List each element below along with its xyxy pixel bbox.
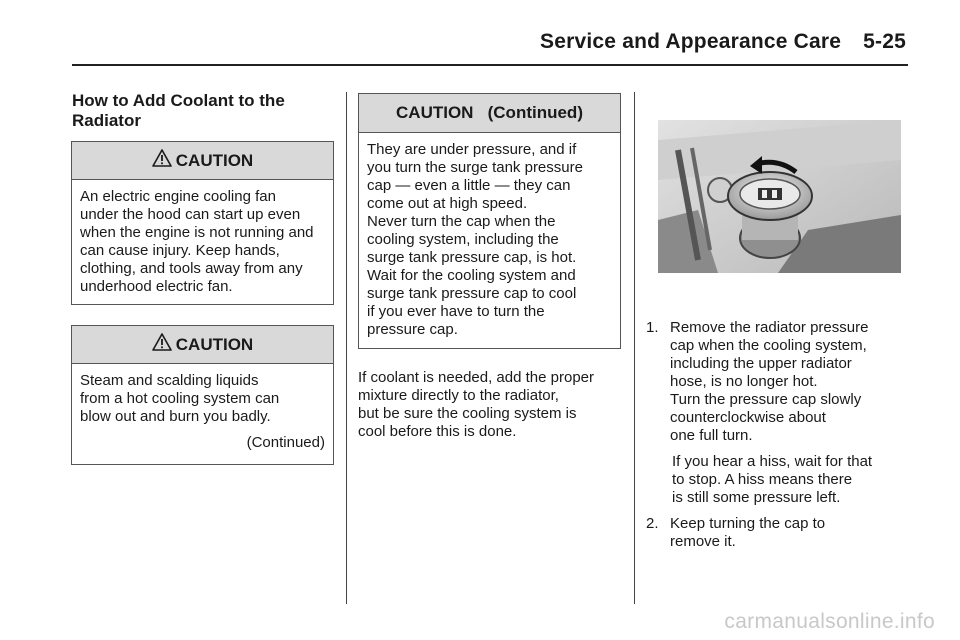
caution-body xyxy=(359,133,620,339)
header-title: Service and Appearance Care xyxy=(540,30,842,53)
paragraph-line: cool before this is done. xyxy=(358,423,517,440)
page-header xyxy=(0,30,906,54)
caution-body xyxy=(72,364,333,452)
body-paragraph xyxy=(358,369,628,441)
paragraph-line: If coolant is needed, add the proper xyxy=(358,369,595,386)
step-line: Remove the radiator pressure xyxy=(670,319,869,336)
step-line: one full turn. xyxy=(670,427,753,444)
caution-line: if you ever have to turn the xyxy=(367,303,545,320)
caution-line: cap — even a little — they can xyxy=(367,177,571,194)
step-note-line: is still some pressure left. xyxy=(672,489,841,506)
caution-line: can cause injury. Keep hands, xyxy=(80,242,280,259)
caution-box-steam xyxy=(71,325,334,465)
caution-box-continued xyxy=(358,93,621,349)
step-line: Turn the pressure cap slowly xyxy=(670,391,862,408)
section-title: How to Add Coolant to the Radiator xyxy=(72,91,285,130)
caution-header xyxy=(359,94,620,133)
caution-title: CAUTION xyxy=(175,150,254,170)
caution-header xyxy=(72,142,333,180)
caution-header xyxy=(72,326,333,364)
caution-body xyxy=(72,180,333,296)
step-line: counterclockwise about xyxy=(670,409,826,426)
step-line: cap when the cooling system, xyxy=(670,337,867,354)
instruction-steps xyxy=(646,319,906,551)
continued-label: (Continued) xyxy=(246,434,325,451)
caution-line: Wait for the cooling system and xyxy=(367,267,576,284)
caution-box-fan xyxy=(71,141,334,305)
step-line: including the upper radiator xyxy=(670,355,852,372)
caution-line: Steam and scalding liquids xyxy=(80,372,259,389)
radiator-cap-photo xyxy=(658,120,901,273)
caution-line: An electric engine cooling fan xyxy=(80,188,276,205)
step-number: 1. xyxy=(646,319,659,336)
caution-line: surge tank pressure cap to cool xyxy=(367,285,577,302)
step-line: Keep turning the cap to xyxy=(670,515,826,532)
caution-line: They are under pressure, and if xyxy=(367,141,577,158)
caution-line: come out at high speed. xyxy=(367,195,528,212)
column-divider-2 xyxy=(634,92,635,604)
caution-line: Never turn the cap when the xyxy=(367,213,556,230)
step-line: remove it. xyxy=(670,533,736,550)
caution-line: when the engine is not running and xyxy=(80,224,314,241)
paragraph-line: but be sure the cooling system is xyxy=(358,405,577,422)
header-rule xyxy=(72,64,908,66)
caution-title: CAUTION (Continued) xyxy=(396,103,583,122)
column-divider-1 xyxy=(346,92,347,604)
caution-title: CAUTION xyxy=(175,334,254,354)
caution-line: blow out and burn you badly. xyxy=(80,408,271,425)
caution-line: clothing, and tools away from any xyxy=(80,260,303,277)
caution-line: underhood electric fan. xyxy=(80,278,233,295)
warning-triangle-icon xyxy=(152,332,172,352)
caution-line: you turn the surge tank pressure xyxy=(367,159,583,176)
step-number: 2. xyxy=(646,515,659,532)
caution-line: surge tank pressure cap, is hot. xyxy=(367,249,577,266)
step-note-line: to stop. A hiss means there xyxy=(672,471,853,488)
caution-line: under the hood can start up even xyxy=(80,206,301,223)
warning-triangle-icon xyxy=(152,148,172,168)
page-number: 5-25 xyxy=(863,30,906,53)
step-line: hose, is no longer hot. xyxy=(670,373,818,390)
step-note-line: If you hear a hiss, wait for that xyxy=(672,453,873,470)
caution-line: pressure cap. xyxy=(367,321,458,338)
list-item xyxy=(646,515,906,551)
step-note xyxy=(670,453,906,507)
watermark: carmanualsonline.info xyxy=(724,610,935,633)
list-item xyxy=(646,319,906,507)
caution-line: from a hot cooling system can xyxy=(80,390,280,407)
paragraph-line: mixture directly to the radiator, xyxy=(358,387,559,404)
caution-line: cooling system, including the xyxy=(367,231,559,248)
